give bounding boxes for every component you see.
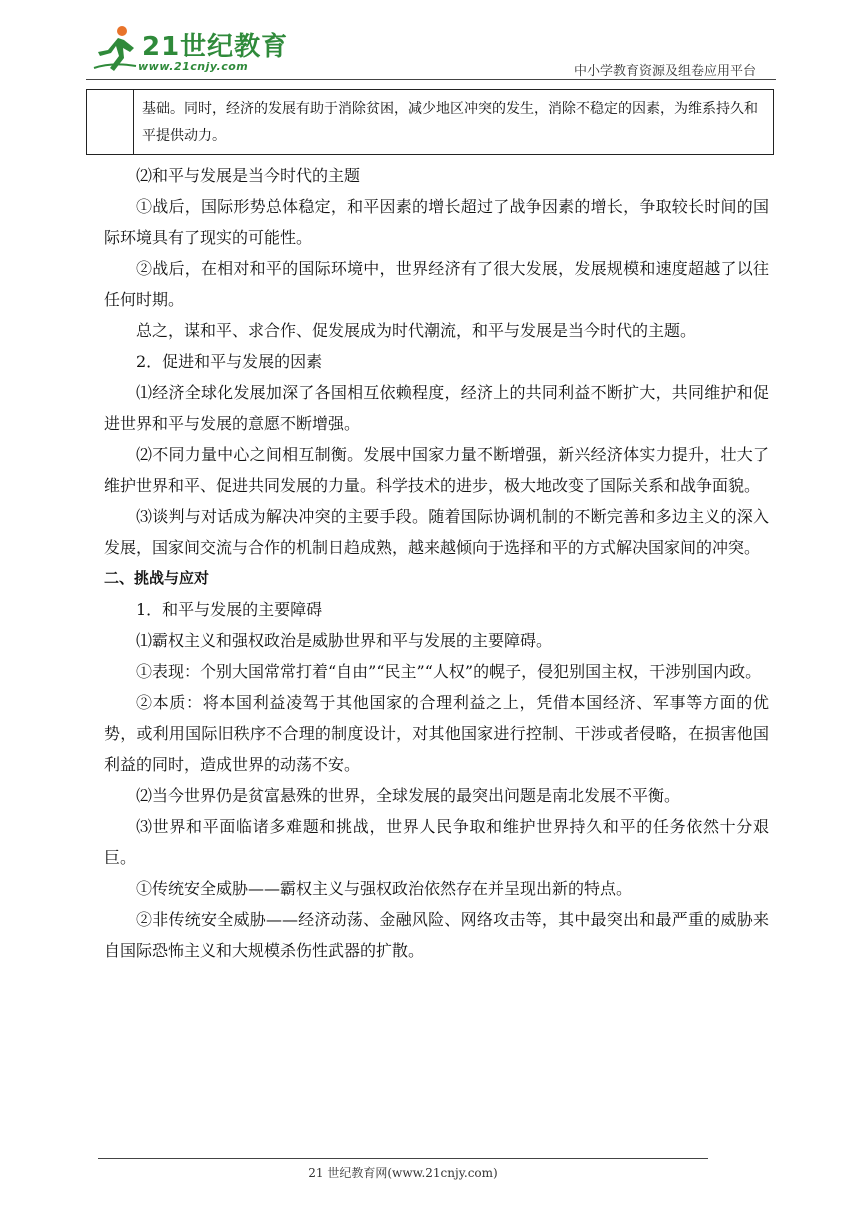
- paragraph: ①传统安全威胁——霸权主义与强权政治依然存在并呈现出新的特点。: [136, 879, 633, 898]
- paragraph: ①战后，国际形势总体稳定，和平因素的增长超过了战争因素的增长，争取较长时间的国际环境具有了现实的可能性。: [104, 197, 769, 247]
- paragraph: 1．和平与发展的主要障碍: [136, 600, 323, 619]
- paragraph: ②战后，在相对和平的国际环境中，世界经济有了很大发展，发展规模和速度超越了以往任何时期。: [104, 259, 769, 309]
- document-body: [104, 160, 769, 966]
- section-heading: 二、挑战与应对: [104, 569, 210, 587]
- header-divider: [86, 79, 776, 80]
- logo-text: 21世纪教育: [142, 32, 289, 62]
- logo: [92, 24, 289, 80]
- paragraph: 总之，谋和平、求合作、促发展成为时代潮流，和平与发展是当今时代的主题。: [136, 321, 697, 340]
- paragraph: ⑵不同力量中心之间相互制衡。发展中国家力量不断增强，新兴经济体实力提升，壮大了维护世界和平、促进共同发展的力量。科学技术的进步，极大地改变了国际关系和战争面貌。: [104, 445, 769, 495]
- paragraph: ②非传统安全威胁——经济动荡、金融风险、网络攻击等，其中最突出和最严重的威胁来自国际恐怖主义和大规模杀伤性武器的扩散。: [104, 910, 769, 960]
- footer-divider: [98, 1158, 708, 1159]
- table-empty-cell: [87, 90, 134, 154]
- runner-logo-icon: [92, 24, 138, 74]
- paragraph: 2．促进和平与发展的因素: [136, 352, 323, 371]
- paragraph: ⑵当今世界仍是贫富悬殊的世界，全球发展的最突出问题是南北发展不平衡。: [136, 786, 681, 805]
- paragraph: ②本质：将本国利益凌驾于其他国家的合理利益之上，凭借本国经济、军事等方面的优势，或利用国际旧秩序不合理的制度设计，对其他国家进行控制、干涉或者侵略，在损害他国利益的同时，造成世界的动荡不安。: [104, 693, 769, 774]
- page-footer: 21 世纪教育网(www.21cnjy.com): [308, 1166, 498, 1180]
- paragraph: ⑶谈判与对话成为解决冲突的主要手段。随着国际协调机制的不断完善和多边主义的深入发展，国家间交流与合作的机制日趋成熟，越来越倾向于选择和平的方式解决国家间的冲突。: [104, 507, 769, 557]
- page-header: [0, 0, 860, 82]
- paragraph: ⑵和平与发展是当今时代的主题: [136, 166, 361, 185]
- paragraph: ①表现：个别大国常常打着“自由”“民主”“人权”的幌子，侵犯别国主权，干涉别国内政。: [136, 662, 762, 681]
- continued-table: [86, 89, 774, 155]
- paragraph: ⑴经济全球化发展加深了各国相互依赖程度，经济上的共同利益不断扩大，共同维护和促进世界和平与发展的意愿不断增强。: [104, 383, 769, 433]
- logo-url: www.21cnjy.com: [138, 60, 249, 73]
- platform-name: 中小学教育资源及组卷应用平台: [573, 64, 756, 79]
- paragraph: ⑴霸权主义和强权政治是威胁世界和平与发展的主要障碍。: [136, 631, 553, 650]
- table-text-cell: 基础。同时，经济的发展有助于消除贫困，减少地区冲突的发生，消除不稳定的因素，为维系持久和平提供动力。: [142, 101, 758, 144]
- paragraph: ⑶世界和平面临诸多难题和挑战，世界人民争取和维护世界持久和平的任务依然十分艰巨。: [104, 817, 769, 867]
